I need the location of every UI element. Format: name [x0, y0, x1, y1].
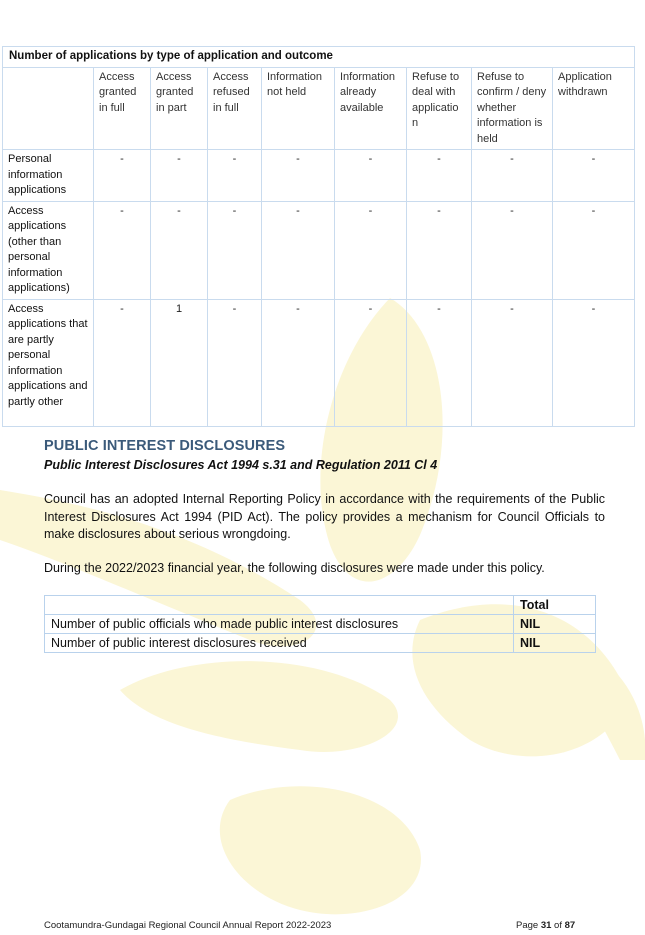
table-row: [3, 201, 635, 299]
page-total: 87: [564, 920, 576, 931]
column-header: Access refused in full: [208, 67, 262, 150]
table-cell: -: [335, 299, 407, 426]
header-empty-cell: [3, 67, 94, 150]
table-cell: -: [208, 150, 262, 202]
table-cell: -: [262, 150, 335, 202]
page-word: Page: [516, 920, 539, 931]
column-header: Access granted in part: [151, 67, 208, 150]
table-cell: -: [94, 201, 151, 299]
table-row: [45, 634, 596, 653]
table-cell: -: [553, 150, 635, 202]
column-header: Refuse to confirm / deny whether information is held: [472, 67, 553, 150]
column-header: Refuse to deal with applicatio n: [407, 67, 472, 150]
table-cell: -: [553, 201, 635, 299]
table-cell: NIL: [514, 615, 596, 634]
table-cell: -: [94, 150, 151, 202]
disclosures-table: [44, 595, 596, 653]
column-header-total: Total: [514, 596, 596, 615]
table-caption: Number of applications by type of application and outcome: [3, 47, 635, 68]
table-cell: -: [472, 150, 553, 202]
section-subheading: Public Interest Disclosures Act 1994 s.31 and Regulation 2011 Cl 4: [44, 458, 438, 472]
table-cell: -: [553, 299, 635, 426]
row-label: Access applications (other than personal information applications): [3, 201, 94, 299]
table-cell: -: [407, 299, 472, 426]
table-caption-row: [3, 47, 635, 68]
table-cell: -: [151, 150, 208, 202]
table-cell: -: [262, 201, 335, 299]
disclosures-intro-paragraph: During the 2022/2023 financial year, the following disclosures were made under this policy.: [44, 561, 545, 575]
table-header-row: [3, 67, 635, 150]
page-of: of: [554, 920, 562, 931]
footer-report-title: Cootamundra-Gundagai Regional Council Annual Report 2022-2023: [44, 920, 332, 931]
applications-outcome-table: [2, 46, 635, 427]
table-cell: -: [208, 201, 262, 299]
header-empty-cell: [45, 596, 514, 615]
table-row: [45, 615, 596, 634]
column-header: Access granted in full: [94, 67, 151, 150]
policy-paragraph: Council has an adopted Internal Reporting Policy in accordance with the requirements of the Public Interest Disclosures Act 1994 (PID Act). The policy provides a mechanism for Council Officials to make disclosures about serious wrongdoing.: [44, 492, 605, 541]
table-cell: -: [208, 299, 262, 426]
table-cell: -: [335, 201, 407, 299]
column-header: Application withdrawn: [553, 67, 635, 150]
table-cell: -: [407, 150, 472, 202]
table-row: [3, 299, 635, 426]
table-cell: -: [94, 299, 151, 426]
footer-page-number: [516, 920, 575, 931]
table-cell: NIL: [514, 634, 596, 653]
table-cell: -: [472, 201, 553, 299]
column-header: Information already available: [335, 67, 407, 150]
page-current: 31: [540, 920, 552, 931]
row-label: Personal information applications: [3, 150, 94, 202]
table-cell: -: [151, 201, 208, 299]
row-label: Number of public officials who made public interest disclosures: [45, 615, 514, 634]
table-cell: -: [407, 201, 472, 299]
table-row: [3, 150, 635, 202]
table-cell: -: [335, 150, 407, 202]
row-label: Number of public interest disclosures received: [45, 634, 514, 653]
table-cell: 1: [151, 299, 208, 426]
section-heading: PUBLIC INTEREST DISCLOSURES: [44, 438, 286, 454]
table-cell: -: [262, 299, 335, 426]
column-header: Information not held: [262, 67, 335, 150]
table-cell: -: [472, 299, 553, 426]
table-header-row: [45, 596, 596, 615]
row-label: Access applications that are partly personal information applications and partly other: [3, 299, 94, 426]
